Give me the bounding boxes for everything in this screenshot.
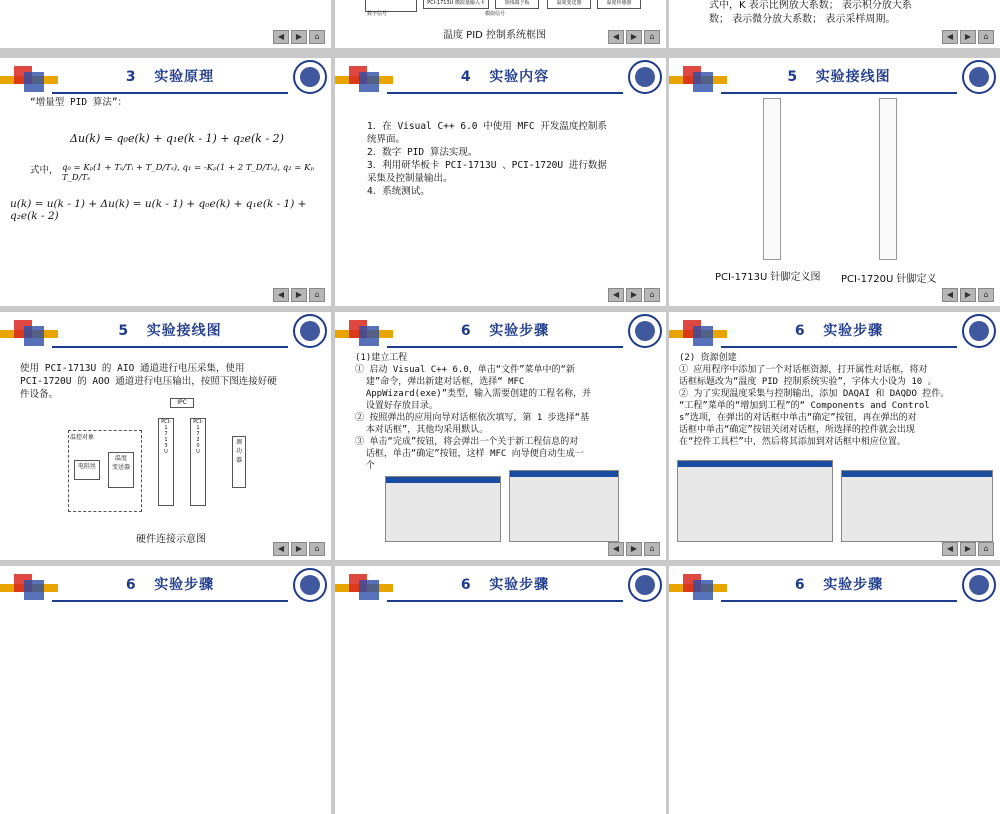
- content-item: 2．数字 PID 算法实现。: [367, 147, 478, 158]
- slide-nav: [608, 30, 660, 44]
- components-dialog-screenshot: [841, 470, 993, 542]
- app-wizard-screenshot: [509, 470, 619, 542]
- slide-nav: [273, 542, 325, 556]
- slide-nav: [273, 30, 325, 44]
- slide-wiring-pins: [669, 58, 1000, 306]
- home-icon[interactable]: ⌂: [644, 30, 660, 44]
- transmitter-box: 温度 变送器: [108, 452, 134, 488]
- slide-header: [335, 566, 666, 608]
- slide-nav: [608, 542, 660, 556]
- prev-icon[interactable]: ◀: [273, 288, 289, 302]
- slide-title: 3 实验原理: [125, 69, 215, 85]
- diagram-label-digital: 数字信号: [367, 11, 388, 17]
- slide-steps-project: [335, 312, 666, 560]
- slide-nav: [608, 288, 660, 302]
- dialog-editor-screenshot: [677, 460, 833, 542]
- next-icon[interactable]: ▶: [960, 288, 976, 302]
- diagram-box-1713u: PCI-1713U 模拟量输入卡: [423, 0, 489, 9]
- slide-wiring-hardware: [0, 312, 331, 560]
- university-logo-icon: [628, 568, 662, 602]
- principle-intro: “增量型 PID 算法”：: [30, 97, 128, 108]
- slide-title: 6 实验步骤: [460, 323, 550, 339]
- home-icon[interactable]: ⌂: [309, 542, 325, 556]
- slide-header: [335, 58, 666, 100]
- slide-nav: [942, 30, 994, 44]
- next-icon[interactable]: ▶: [626, 288, 642, 302]
- slide-title: 5 实验接线图: [787, 69, 891, 85]
- university-logo-icon: [962, 568, 996, 602]
- slide-title: 6 实验步骤: [125, 577, 215, 593]
- diagram-box-sensor: 温度传感器: [597, 0, 641, 9]
- equation-q-coeffs: q₀ = Kₚ(1 + Tₛ/Tᵢ + T_D/Tₛ), q₁ = -Kₚ(1 + 2 T_D/Tₛ), q₂ = Kₚ T_D/Tₛ: [62, 163, 314, 183]
- slide-steps-next-3: [669, 566, 1000, 814]
- pin-caption-1713u: PCI-1713U 针脚定义图: [715, 272, 821, 283]
- card-1713u-box: PCI- 1 7 1 3 U: [158, 418, 174, 506]
- next-icon[interactable]: ▶: [291, 30, 307, 44]
- slide-steps-resources: [669, 312, 1000, 560]
- home-icon[interactable]: ⌂: [978, 542, 994, 556]
- hardware-caption: 硬件连接示意图: [136, 534, 206, 545]
- slide-pid-block-diagram: [335, 0, 666, 48]
- university-logo-icon: [628, 60, 662, 94]
- next-icon[interactable]: ▶: [960, 30, 976, 44]
- param-text-line2: 数； 表示微分放大系数； 表示采样周期。: [709, 14, 896, 25]
- slide-nav: [273, 288, 325, 302]
- content-item: 1．在 Visual C++ 6.0 中使用 MFC 开发温度控制系 统界面。: [367, 121, 607, 145]
- home-icon[interactable]: ⌂: [644, 542, 660, 556]
- steps-resources-text: (2) 资源创建 ① 应用程序中添加了一个对话框资源，打开属性对话框，将对 话框标题改为“温度 PID 控制系统实验”，字体大小设为 10 。 ② 为了实现温度采集与控制输出，添加 DAQAI 和 DAQDO 控件。 “工程”菜单的“增加到工程”的“ Components and Control s”选项，在弹出的对话框中单击“确定”按钮，再在弹出的对 话框中单击“确定”按钮关闭对话框，所选择的控件就会出现 在“控件工具栏”中，然后将其添加到对话框中相应位置。: [679, 353, 950, 447]
- slide-header: [0, 312, 331, 354]
- regulator-box: 调 功 器: [232, 436, 246, 488]
- home-icon[interactable]: ⌂: [309, 288, 325, 302]
- where-label: 式中，: [30, 165, 59, 176]
- temp-object-label: 温控对象: [70, 434, 95, 441]
- new-project-dialog-screenshot: [385, 476, 501, 542]
- equation-u: u(k) = u(k - 1) + Δu(k) = u(k - 1) + q₀e(k) + q₁e(k - 1) + q₂e(k - 2): [10, 198, 307, 222]
- prev-icon[interactable]: ◀: [942, 542, 958, 556]
- slide-nav: [942, 542, 994, 556]
- slide-header: [0, 566, 331, 608]
- wiring-description: 使用 PCI-1713U 的 AIO 通道进行电压采集，使用 PCI-1720U 的 AOO 通道进行电压输出，按照下图连接好硬 件设备。: [20, 363, 277, 400]
- home-icon[interactable]: ⌂: [309, 30, 325, 44]
- slide-nav: [942, 288, 994, 302]
- prev-icon[interactable]: ◀: [608, 542, 624, 556]
- slide-steps-next-2: [335, 566, 666, 814]
- slide-header: [335, 312, 666, 354]
- slide-header: [669, 58, 1000, 100]
- slide-title: 6 实验步骤: [794, 323, 884, 339]
- home-icon[interactable]: ⌂: [978, 288, 994, 302]
- home-icon[interactable]: ⌂: [978, 30, 994, 44]
- slide-header: [669, 566, 1000, 608]
- pin-diagram-1720u: [879, 98, 897, 260]
- slide-top-left: [0, 0, 331, 48]
- prev-icon[interactable]: ◀: [942, 288, 958, 302]
- equation-delta-u: Δu(k) = q₀e(k) + q₁e(k - 1) + q₂e(k - 2): [70, 132, 284, 145]
- diagram-label-analog: 模拟信号: [485, 11, 506, 17]
- diagram-box-terminal: 放线端子板: [495, 0, 539, 9]
- slide-principle: [0, 58, 331, 306]
- next-icon[interactable]: ▶: [626, 30, 642, 44]
- next-icon[interactable]: ▶: [960, 542, 976, 556]
- slide-caption: 温度 PID 控制系统框图: [443, 30, 547, 41]
- slide-title: 5 实验接线图: [118, 323, 222, 339]
- slide-steps-next-1: [0, 566, 331, 814]
- university-logo-icon: [962, 314, 996, 348]
- ipc-label: IPC: [170, 398, 194, 408]
- prev-icon[interactable]: ◀: [608, 30, 624, 44]
- next-icon[interactable]: ▶: [626, 542, 642, 556]
- steps-project-text: (1)建立工程 ① 启动 Visual C++ 6.0，单击“文件”菜单中的“新 建”命令，弹出新建对话框，选择“ MFC AppWizard(exe)”类型，输入需要创建的工程名称，并 设置好存放目录。 ② 按照弹出的应用向导对话框依次填写，第 1 步选择“基 本对话框”，其他均采用默认。 ③ 单击“完成”按钮，将会弹出一个关于新工程信息的对 话框，单击“确定”按钮，这样 MFC 向导便自动生成一 个: [355, 353, 592, 471]
- slide-pid-params: [669, 0, 1000, 48]
- university-logo-icon: [962, 60, 996, 94]
- param-text-line1: 式中，K 表示比例放大系数； 表示积分放大系: [709, 0, 912, 11]
- slide-title: 6 实验步骤: [460, 577, 550, 593]
- pin-diagram-1713u: [763, 98, 781, 260]
- home-icon[interactable]: ⌂: [644, 288, 660, 302]
- prev-icon[interactable]: ◀: [942, 30, 958, 44]
- university-logo-icon: [293, 568, 327, 602]
- content-item: 4．系统测试。: [367, 186, 430, 197]
- prev-icon[interactable]: ◀: [273, 30, 289, 44]
- heater-box: 电阻丝: [74, 460, 100, 480]
- pin-caption-1720u: PCI-1720U 针脚定义: [841, 274, 937, 285]
- slide-title: 6 实验步骤: [794, 577, 884, 593]
- diagram-box-transmitter: 温度变送器: [547, 0, 591, 9]
- university-logo-icon: [293, 314, 327, 348]
- card-1720u-box: PCI- 1 7 2 0 U: [190, 418, 206, 506]
- content-item: 3．利用研华板卡 PCI-1713U 、PCI-1720U 进行数据 采集及控制量输出。: [367, 160, 607, 184]
- university-logo-icon: [293, 60, 327, 94]
- prev-icon[interactable]: ◀: [608, 288, 624, 302]
- slide-content: [335, 58, 666, 306]
- university-logo-icon: [628, 314, 662, 348]
- next-icon[interactable]: ▶: [291, 288, 307, 302]
- next-icon[interactable]: ▶: [291, 542, 307, 556]
- prev-icon[interactable]: ◀: [273, 542, 289, 556]
- slide-title: 4 实验内容: [460, 69, 550, 85]
- slide-header: [0, 58, 331, 100]
- slide-header: [669, 312, 1000, 354]
